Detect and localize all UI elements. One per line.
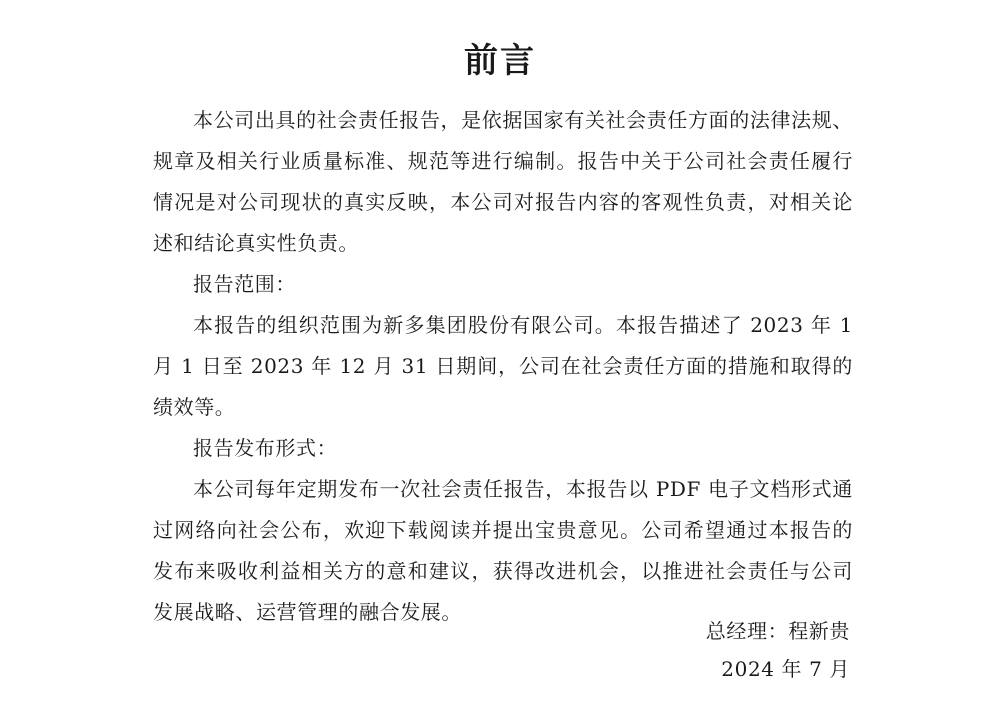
scope-heading: 报告范围： [193, 272, 296, 296]
date-line: 2024 年 7 月 [721, 657, 850, 681]
document-body [153, 100, 853, 633]
publication-heading: 报告发布形式： [193, 436, 338, 460]
publication-paragraph: 本公司每年定期发布一次社会责任报告，本报告以 PDF 电子文档形式通过网络向社会公布，欢迎下载阅读并提出宝贵意见。公司希望通过本报告的发布来吸收利益相关方的意和建议，获得改进机会，以推进社会责任与公司发展战略、运营管理的融合发展。 [153, 477, 853, 624]
page-title: 前言 [464, 41, 536, 81]
scope-paragraph: 本报告的组织范围为新多集团股份有限公司。本报告描述了 2023 年 1 月 1 日至 2023 年 12 月 31 日期间，公司在社会责任方面的措施和取得的绩效等。 [153, 313, 853, 419]
signature-line: 总经理：程新贵 [705, 619, 850, 643]
intro-paragraph: 本公司出具的社会责任报告，是依据国家有关社会责任方面的法律法规、规章及相关行业质量标准、规范等进行编制。报告中关于公司社会责任履行情况是对公司现状的真实反映，本公司对报告内容的客观性负责，对相关论述和结论真实性负责。 [153, 108, 853, 255]
